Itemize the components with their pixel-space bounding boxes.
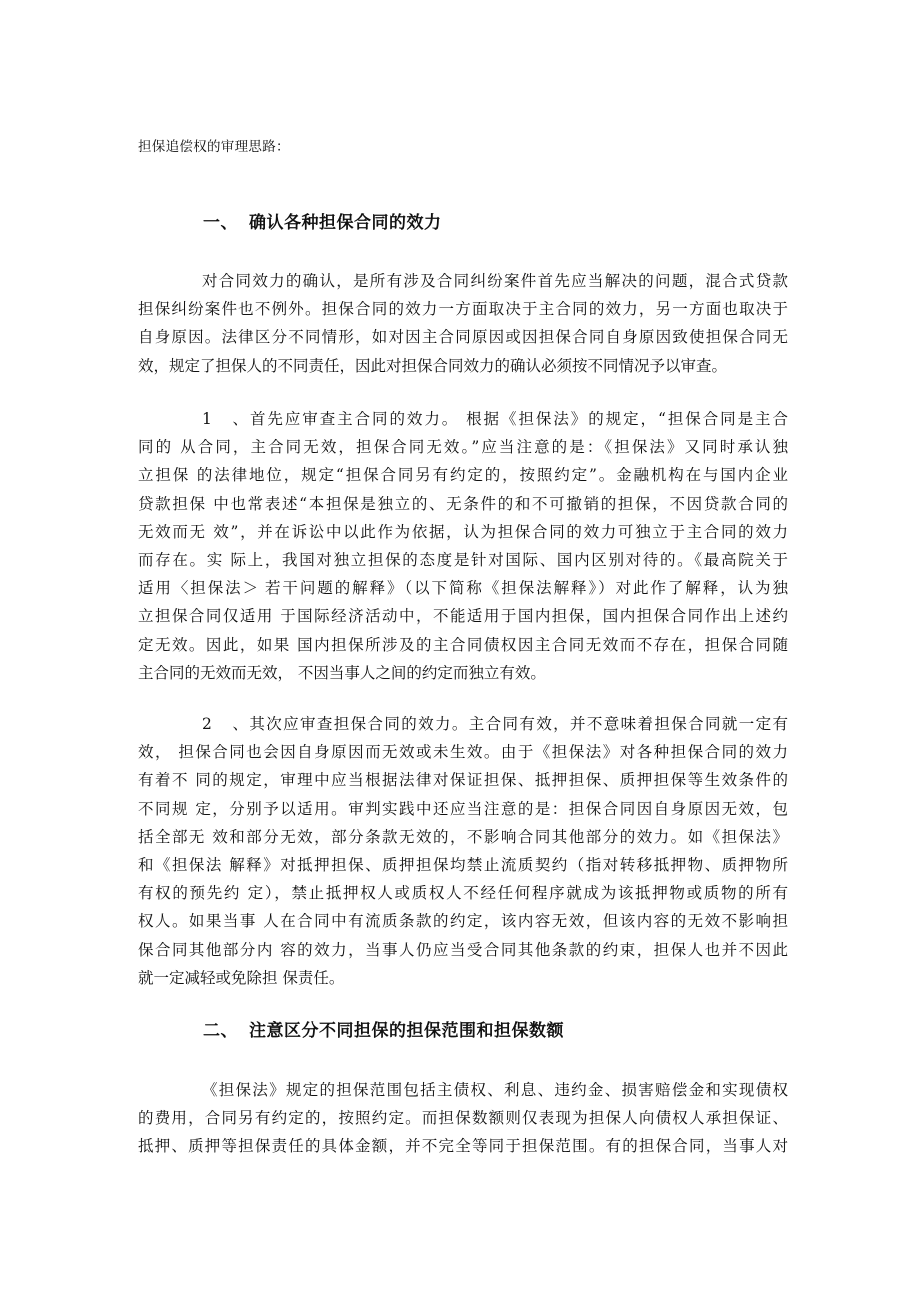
list-text: 首先应审查主合同的效力。 根据《担保法》的规定，“担保合同是主合 <box>248 410 788 428</box>
list-number: 1、 <box>202 410 248 428</box>
text-line: 有权的预先约 定），禁止抵押权人或质权人不经任何程序就成为该抵押物或质物的所有 <box>138 884 788 903</box>
text-line: 不同规 定，分别予以适用。审判实践中还应当注意的是：担保合同因自身原因无效，包 <box>138 799 788 818</box>
paragraph-guarantee-scope <box>138 1076 788 1161</box>
section-number: 二、 <box>203 1021 238 1041</box>
text-line <box>138 405 788 433</box>
text-line: 主合同的无效而无效， 不因当事人之间的约定而独立有效。 <box>138 663 546 682</box>
text-line: 和《担保法 解释》对抵押担保、质押担保均禁止流质契约（指对转移抵押物、质押物所 <box>138 855 788 874</box>
section-title: 确认各种担保合同的效力 <box>249 213 442 233</box>
text-line: 立担保合同仅适用 于国际经济活动中，不能适用于国内担保，国内担保合同作出上述约 <box>138 607 788 626</box>
text-line: 抵押、质押等担保责任的具体金额，并不完全等同于担保范围。有的担保合同，当事人对 <box>138 1137 788 1156</box>
text-line: 保合同其他部分内 容的效力，当事人仍应当受合同其他条款的约束，担保人也并不因此 <box>138 940 788 959</box>
text-line: 无效而无 效”，并在诉讼中以此作为依据，认为担保合同的效力可独立于主合同的效力 <box>138 522 788 541</box>
section-number: 一、 <box>203 213 238 233</box>
text-line: 适用〈担保法＞ 若干问题的解释》（以下简称《担保法解释》）对此作了解释，认为独 <box>138 579 788 598</box>
text-line: 而存在。实 际上，我国对独立担保的态度是针对国际、国内区别对待的。《最高院关于 <box>138 550 788 569</box>
section-title: 注意区分不同担保的担保范围和担保数额 <box>249 1021 564 1041</box>
text-line: 立担保 的法律地位，规定“担保合同另有约定的，按照约定”。金融机构在与国内企业 <box>138 466 788 485</box>
text-line: 《担保法》规定的担保范围包括主债权、利息、违约金、损害赔偿金和实现债权 <box>202 1081 788 1099</box>
text-line <box>138 710 788 738</box>
section-heading-2 <box>203 1020 564 1042</box>
text-line: 的费用，合同另有约定的，按照约定。而担保数额则仅表现为担保人向债权人承担保证、 <box>138 1109 788 1128</box>
text-line: 括全部无 效和部分无效，部分条款无效的，不影响合同其他部分的效力。如《担保法》 <box>138 827 788 846</box>
text-line: 贷款担保 中也常表述“本担保是独立的、无条件的和不可撤销的担保，不因贷款合同的 <box>138 494 788 513</box>
text-line: 担保纠纷案件也不例外。担保合同的效力一方面取决于主合同的效力，另一方面也取决于 <box>138 300 788 319</box>
list-text: 其次应审查担保合同的效力。主合同有效，并不意味着担保合同就一定有 <box>248 715 788 733</box>
text-line: 就一定减轻或免除担 保责任。 <box>138 968 345 987</box>
list-item-1 <box>138 405 788 687</box>
list-item-2 <box>138 710 788 992</box>
text-line: 权人。如果当事 人在合同中有流质条款的约定，该内容无效，但该内容的无效不影响担 <box>138 912 788 931</box>
text-line: 同的 从合同，主合同无效，担保合同无效。”应当注意的是：《担保法》又同时承认独 <box>138 438 788 457</box>
text-line: 对合同效力的确认，是所有涉及合同纠纷案件首先应当解决的问题，混合式贷款 <box>202 272 788 290</box>
text-line: 效， 担保合同也会因自身原因而无效或未生效。由于《担保法》对各种担保合同的效力 <box>138 743 788 762</box>
section-heading-1 <box>203 212 442 234</box>
text-line: 有着不 同的规定，审理中应当根据法律对保证担保、抵押担保、质押担保等生效条件的 <box>138 771 788 790</box>
text-line: 效，规定了担保人的不同责任，因此对担保合同效力的确认必须按不同情况予以审查。 <box>138 356 728 375</box>
text-line: 自身原因。法律区分不同情形，如对因主合同原因或因担保合同自身原因致使担保合同无 <box>138 328 788 347</box>
list-number: 2、 <box>202 715 248 733</box>
text-line: 定无效。因此，如果 国内担保所涉及的主合同债权因主合同无效而不存在，担保合同随 <box>138 635 788 654</box>
intro-line: 担保追偿权的审理思路： <box>138 139 290 155</box>
paragraph-validity-intro <box>138 267 788 380</box>
